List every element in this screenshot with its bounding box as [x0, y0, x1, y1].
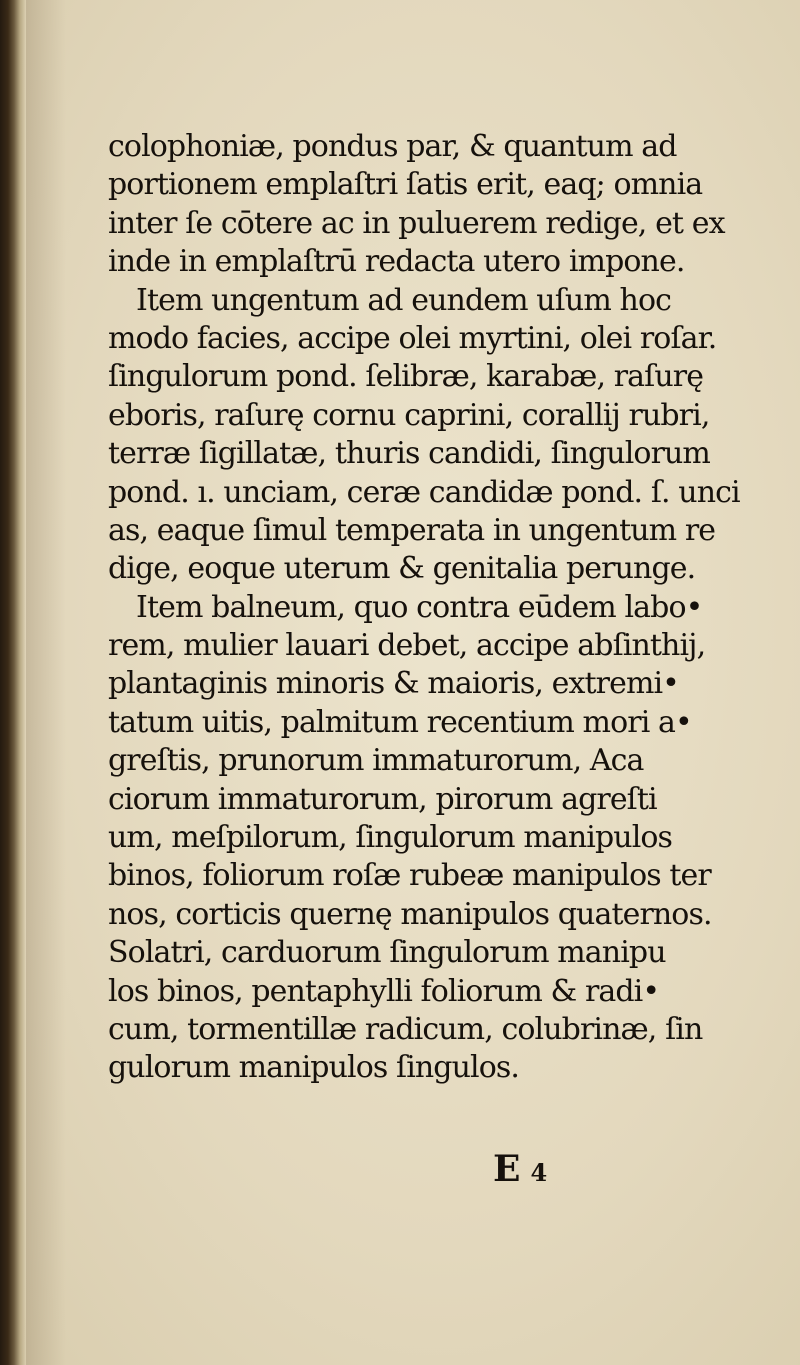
text-line: rem, mulier lauari debet, accipe abſinthij, [108, 628, 706, 664]
body-text [108, 128, 740, 1088]
signature-number: 4 [530, 1158, 558, 1187]
text-line: los binos, pentaphylli foliorum & radi• [108, 973, 660, 1009]
page-fold-shadow [26, 0, 66, 1365]
text-line: nos, corticis quernę manipulos quaternos. [108, 896, 712, 932]
text-line: dige, eoque uterum & genitalia perunge. [108, 551, 696, 587]
text-line: um, meſpilorum, ſingulorum manipulos [108, 820, 673, 856]
text-line: terræ ſigillatæ, thuris candidi, ſingulorum [108, 436, 710, 472]
text-line: colophoniæ, pondus par, & quantum ad [108, 129, 677, 164]
text-line: portionem emplaſtri ſatis erit, eaq; omnia [108, 167, 703, 203]
signature-mark [493, 1148, 557, 1190]
text-line: greſtis, prunorum immaturorum, Aca [108, 743, 644, 779]
text-line: Item ungentum ad eundem uſum hoc [136, 282, 672, 318]
text-line: Item balneum, quo contra eūdem labo• [136, 589, 703, 625]
signature-letter: E [493, 1148, 531, 1190]
text-line: inde in emplaſtrū redacta utero impone. [108, 244, 685, 280]
text-line: tatum uitis, palmitum recentium mori a• [108, 704, 692, 740]
text-line: ciorum immaturorum, pirorum agreſti [108, 781, 657, 817]
text-line: ſingulorum pond. ſelibræ, karabæ, raſurę [108, 359, 704, 395]
text-line: binos, foliorum roſæ rubeæ manipulos ter [108, 858, 711, 894]
book-binding-edge [0, 0, 26, 1365]
text-line: gulorum manipulos ſingulos. [108, 1050, 520, 1086]
text-line: inter ſe cōtere ac in puluerem redige, et ex [108, 205, 725, 241]
text-line: as, eaque ſimul temperata in ungentum re [108, 512, 716, 548]
text-line: modo facies, accipe olei myrtini, olei roſar. [108, 320, 717, 356]
text-line: Solatri, carduorum ſingulorum manipu [108, 935, 666, 971]
text-line: cum, tormentillæ radicum, colubrinæ, ſin [108, 1011, 703, 1047]
text-line: eboris, raſurę cornu caprini, corallij rubri, [108, 397, 710, 433]
text-line: plantaginis minoris & maioris, extremi• [108, 666, 679, 702]
text-line: pond. ı. unciam, ceræ candidæ pond. ſ. unci [108, 474, 740, 510]
